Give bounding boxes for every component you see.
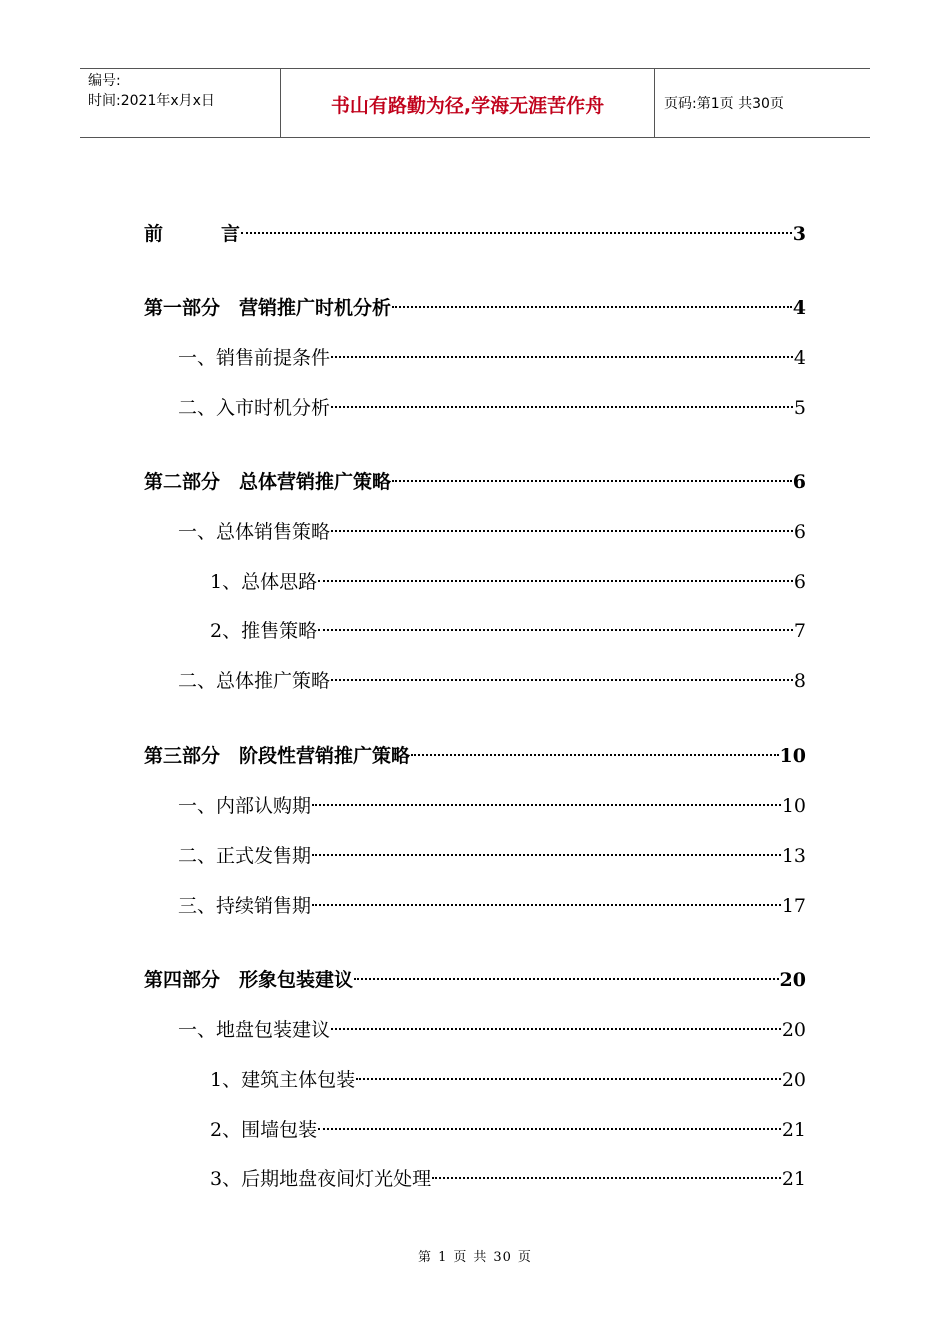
- toc-entry[interactable]: [178, 395, 806, 421]
- toc-leader-dots: [331, 398, 793, 408]
- toc-leader-dots: [432, 1169, 781, 1179]
- toc-leader-dots: [392, 298, 792, 308]
- number-label: 编号:: [88, 73, 121, 89]
- toc-page-number: 6: [793, 521, 806, 543]
- toc-page-number: 5: [793, 397, 806, 419]
- toc-page-number: 20: [779, 969, 806, 991]
- toc-leader-dots: [331, 522, 793, 532]
- toc-entry-text: 一、内部认购期: [178, 795, 312, 817]
- toc-page-number: 21: [781, 1119, 806, 1141]
- toc-leader-dots: [312, 846, 781, 856]
- toc-entry-text: 第三部分 阶段性营销推广策略: [144, 745, 411, 767]
- toc-entry[interactable]: [178, 1017, 806, 1043]
- toc-page-number: 17: [781, 895, 806, 917]
- toc-entry[interactable]: [210, 1166, 806, 1192]
- toc-page-number: 6: [793, 571, 806, 593]
- toc-entry-text: 1、总体思路: [210, 571, 318, 593]
- toc-entry-text: 二、正式发售期: [178, 845, 312, 867]
- footer-ye: 页: [453, 1250, 468, 1265]
- toc-entry-text: 第四部分 形象包装建议: [144, 969, 354, 991]
- toc-leader-dots: [331, 1020, 781, 1030]
- footer-di: 第: [418, 1250, 433, 1265]
- toc-page-number: 21: [781, 1168, 806, 1190]
- toc-leader-dots: [318, 572, 793, 582]
- motto: 书山有路勤为径,学海无涯苦作舟: [330, 95, 605, 117]
- footer-ye: 页: [517, 1250, 532, 1265]
- toc-entry[interactable]: [144, 743, 806, 769]
- toc-leader-dots: [392, 472, 792, 482]
- toc-preface-char-1: 前: [144, 223, 164, 245]
- toc-entry[interactable]: [210, 569, 806, 595]
- toc-entry[interactable]: [178, 345, 806, 371]
- toc-entry[interactable]: [144, 295, 806, 321]
- toc-leader-dots: [354, 970, 779, 980]
- toc-leader-dots: [312, 796, 781, 806]
- toc-page-number: 10: [781, 795, 806, 817]
- toc-entry[interactable]: [210, 618, 806, 644]
- page-footer: [0, 1246, 950, 1265]
- toc-preface-char-2: 言: [221, 223, 241, 245]
- toc-entry[interactable]: [144, 967, 806, 993]
- toc-entry[interactable]: [178, 793, 806, 819]
- toc-entry[interactable]: [178, 668, 806, 694]
- footer-current-page: 1: [438, 1250, 448, 1265]
- toc-entry-text: 一、地盘包装建议: [178, 1019, 331, 1041]
- toc-leader-dots: [241, 224, 792, 234]
- toc-page-number: 8: [793, 670, 806, 692]
- toc-page-number: 4: [792, 297, 806, 319]
- toc-entry-text: 1、建筑主体包装: [210, 1069, 356, 1091]
- toc-leader-dots: [318, 621, 793, 631]
- toc-page-number: 13: [781, 845, 806, 867]
- toc-entry[interactable]: [178, 843, 806, 869]
- toc-entry-text: 二、总体推广策略: [178, 670, 331, 692]
- footer-total-pages: 30: [493, 1250, 512, 1265]
- toc-leader-dots: [356, 1070, 781, 1080]
- toc-page-number: 4: [793, 347, 806, 369]
- toc-entry-text: 一、总体销售策略: [178, 521, 331, 543]
- toc-entry-text: 一、销售前提条件: [178, 347, 331, 369]
- toc-entry-text: 2、围墙包装: [210, 1119, 318, 1141]
- toc-leader-dots: [312, 896, 781, 906]
- toc-leader-dots: [331, 348, 793, 358]
- toc-leader-dots: [331, 671, 793, 681]
- toc-entry[interactable]: [144, 469, 806, 495]
- toc-entry-text: 第一部分 营销推广时机分析: [144, 297, 392, 319]
- toc-entry-text: 第二部分 总体营销推广策略: [144, 471, 392, 493]
- toc-leader-dots: [411, 746, 779, 756]
- toc-entry-text: 2、推售策略: [210, 620, 318, 642]
- toc-entry-text: 二、入市时机分析: [178, 397, 331, 419]
- page-label: 页码:第1页 共30页: [664, 96, 784, 112]
- toc-entry-preface[interactable]: [144, 221, 806, 247]
- toc-entry[interactable]: [210, 1067, 806, 1093]
- toc-page-number: 20: [781, 1069, 806, 1091]
- footer-gong: 共: [473, 1250, 488, 1265]
- toc-entry-text: 3、后期地盘夜间灯光处理: [210, 1168, 432, 1190]
- date-label: 时间:2021年x月x日: [88, 93, 215, 109]
- toc-page-number: 20: [781, 1019, 806, 1041]
- toc-leader-dots: [318, 1120, 781, 1130]
- toc-page-number: 6: [792, 471, 806, 493]
- toc-page-number: 7: [793, 620, 806, 642]
- toc-entry[interactable]: [178, 519, 806, 545]
- toc-page-number: 10: [779, 745, 806, 767]
- toc-entry[interactable]: [178, 893, 806, 919]
- toc-entry-text: 三、持续销售期: [178, 895, 312, 917]
- toc-page-number: 3: [792, 223, 806, 245]
- toc-entry[interactable]: [210, 1117, 806, 1143]
